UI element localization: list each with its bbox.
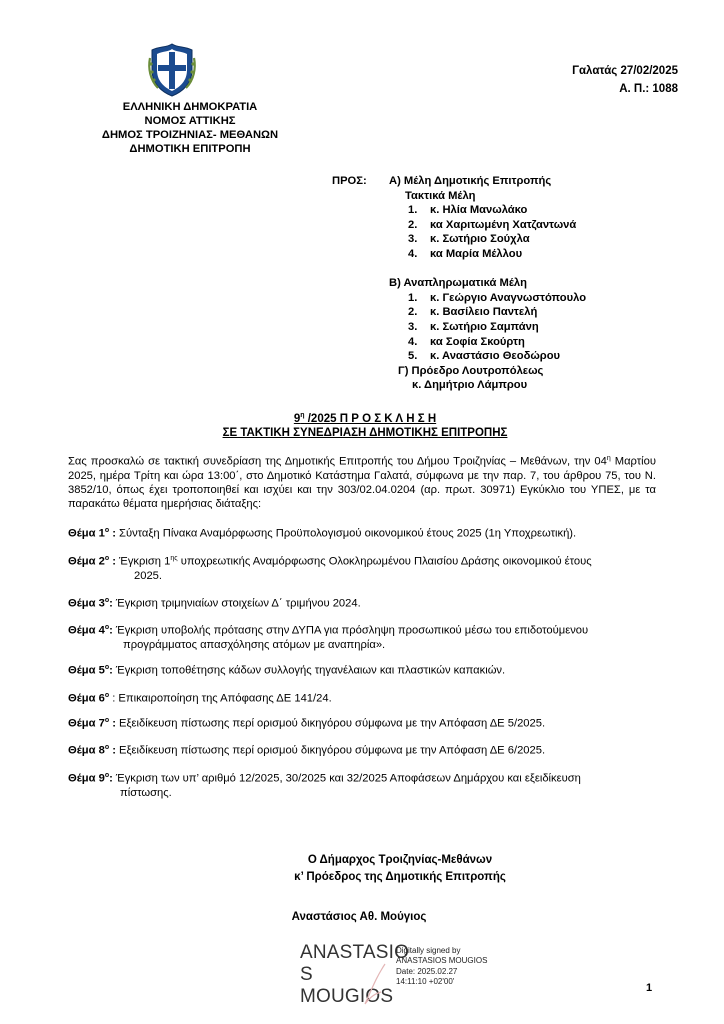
- list-item: 1. κ. Ηλία Μανωλάκο: [408, 204, 528, 217]
- group-c-title: Γ) Πρόεδρο Λουτροπόλεως: [398, 364, 544, 377]
- intro-paragraph: Σας προσκαλώ σε τακτική συνεδρίαση της Δημοτικής Επιτροπής του Δήμου Τροιζηνίας – Μεθάνων, την $04^\eta$ Μαρτίου 2025, ημέρα Τρίτη και ώρα 13:00΄, στο Δημοτικό Κατάστημα Γαλατά, σύμφωνα με την παρ. 7, του άρθρου 75, του Ν. 3852/10, όπως έχει τροποποιηθεί και ισχύει και την 303/02.04.0204 (αρ. πρωτ. 30971) Εγκύκλιο του ΥΠΕΣ, με τα παρακάτω θέματα ημερήσιας διάταξης:: [68, 455, 656, 510]
- date-block: [520, 62, 678, 98]
- agenda-item-5: Θέμα $5^o$: Έγκριση τοποθέτησης κάδων συλλογής τηγανέλαιων και πλαστικών καπακιών.: [68, 664, 506, 677]
- digital-signature-details: Digitally signed by ANASTASIOS MOUGIOS Date: 2025.02.27 14:11:10 +02'00': [396, 946, 488, 987]
- signatory-name: Αναστάσιος Αθ. Μούγιος: [291, 911, 427, 923]
- page-number: 1: [646, 982, 653, 994]
- recipients-label: ΠΡΟΣ:: [332, 175, 367, 187]
- header-line: ΔΗΜΟΣ ΤΡΟΙΖΗΝΙΑΣ- ΜΕΘΑΝΩΝ: [101, 129, 279, 141]
- header-line: ΝΟΜΟΣ ΑΤΤΙΚΗΣ: [144, 115, 236, 127]
- agenda-item-4: Θέμα $4^o$: Έγκριση υποβολής πρότασης στην ΔΥΠΑ για πρόσληψη προσωπικού μέσω του επιδοτούμενου προγράμματος απασχόλησης ατόμων με αναπηρία».: [68, 624, 589, 652]
- list-item: 4. κα Μαρία Μέλλου: [408, 247, 523, 260]
- agenda-item-3: Θέμα $3^o$: Έγκριση τριμηνιαίων στοιχείων Δ΄ τριμήνου 2024.: [68, 597, 361, 610]
- document-date: Γαλατάς 27/02/2025: [572, 65, 678, 77]
- group-b-title: Β) Αναπληρωματικά Μέλη: [389, 277, 527, 290]
- list-item: 5. κ. Αναστάσιο Θεοδώρου: [408, 350, 561, 363]
- group-c-name: κ. Δημήτριο Λάμπρου: [412, 379, 528, 392]
- coat-of-arms-icon: [146, 40, 198, 98]
- list-item: 3. κ. Σωτήριο Σούχλα: [408, 233, 530, 246]
- agenda-item-2: Θέμα $2^o$ : Έγκριση $1^{\eta\varsigma}$ υποχρεωτικής Αναμόρφωσης Ολοκληρωμένου Πλαισίου Δράσης οικονομικού έτους 2025.: [68, 555, 592, 583]
- protocol-number: Α. Π.: 1088: [619, 83, 678, 95]
- recipients-block: [332, 174, 662, 393]
- invitation-subtitle: ΣΕ ΤΑΚΤΙΚΗ ΣΥΝΕΔΡΙΑΣΗ ΔΗΜΟΤΙΚΗΣ ΕΠΙΤΡΟΠΗΣ: [222, 426, 508, 439]
- agenda-item-6: Θέμα $6^o$ : Επικαιροποίηση της Απόφασης ΔΕ 141/24.: [68, 692, 332, 705]
- list-item: 1. κ. Γεώργιο Αναγνωστόπουλο: [408, 291, 587, 304]
- invitation-title: $9^\eta$ /2025 Π Ρ Ο Σ Κ Λ Η Σ Η ΣΕ ΤΑΚΤΙΚΗ ΣΥΝΕΔΡΙΑΣΗ ΔΗΜΟΤΙΚΗΣ ΕΠΙΤΡΟΠΗΣ: [150, 409, 580, 440]
- header-line: ΕΛΛΗΝΙΚΗ ΔΗΜΟΚΡΑΤΙΑ: [122, 101, 258, 113]
- agenda-item-7: Θέμα $7^o$ : Εξειδίκευση πίστωσης περί ορισμού δικηγόρου σύμφωνα με την Απόφαση ΔΕ 5/2025.: [68, 717, 546, 730]
- agenda-item-1: Θέμα $1^o$ : Σύνταξη Πίνακα Αναμόρφωσης Προϋπολογισμού οικονομικού έτους 2025 (1η Υποχρεωτική).: [68, 527, 577, 540]
- issuer-header: [60, 100, 320, 156]
- signatory-title: Ο Δήμαρχος Τροιζηνίας-Μεθάνων κ’ Πρόεδρος της Δημοτικής Επιτροπής: [294, 854, 506, 883]
- signature-scribble-icon: [355, 962, 395, 1006]
- list-item: 2. κ. Βασίλειο Παντελή: [408, 306, 538, 319]
- agenda-item-9: Θέμα $9^o$: Έγκριση των υπ’ αριθμό 12/2025, 30/2025 και 32/2025 Αποφάσεων Δημάρχου και εξειδίκευση πίστωσης.: [68, 772, 581, 800]
- agenda-item-8: Θέμα $8^o$ : Εξειδίκευση πίστωσης περί ορισμού δικηγόρου σύμφωνα με την Απόφαση ΔΕ 6/2025.: [68, 744, 546, 757]
- digital-signature-name: ANASTASIO S MOUGIOS: [300, 942, 410, 1007]
- header-line: ΔΗΜΟΤΙΚΗ ΕΠΙΤΡΟΠΗ: [129, 143, 251, 155]
- group-a-subtitle: Τακτικά Μέλη: [405, 189, 476, 202]
- list-item: 3. κ. Σωτήριο Σαμπάνη: [408, 320, 539, 333]
- list-item: 4. κα Σοφία Σκούρτη: [408, 335, 525, 348]
- group-a-title: Α) Μέλη Δημοτικής Επιτροπής: [389, 175, 552, 187]
- list-item: 2. κα Χαριτωμένη Χατζαντωνά: [408, 218, 577, 231]
